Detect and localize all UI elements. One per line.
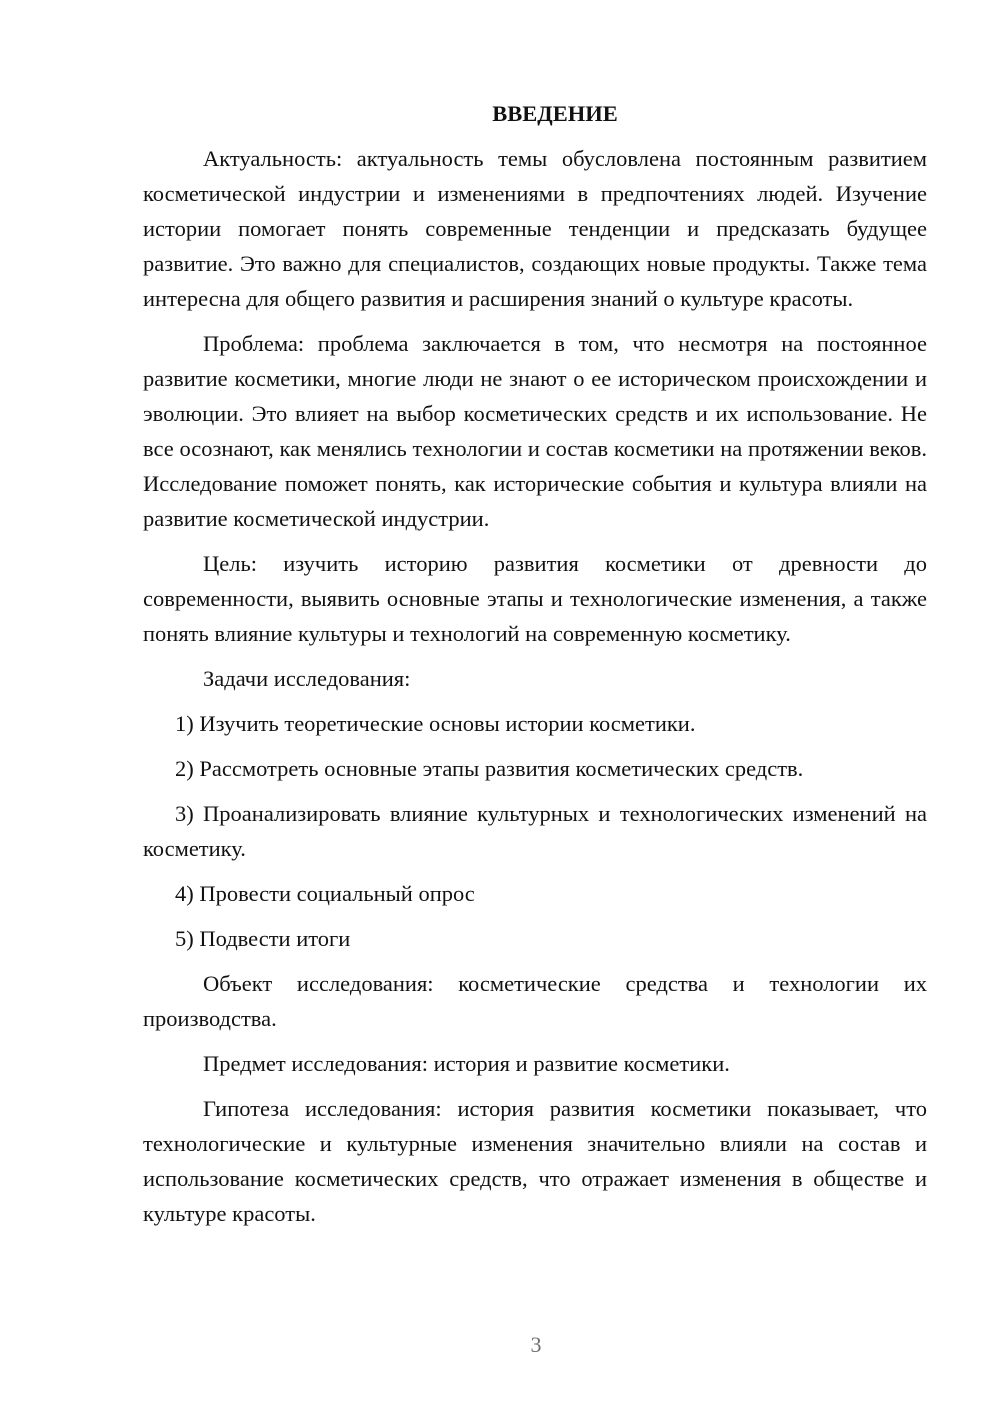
task-item: 5) Подвести итоги bbox=[175, 926, 351, 951]
subject-paragraph: Предмет исследования: история и развитие косметики. bbox=[203, 1051, 730, 1076]
relevance-paragraph: Актуальность: актуальность темы обусловлена постоянным развитием косметической индустрии и изменениями в предпочтениях людей. Изучение истории помогает понять современные тенденции и предсказать будущее развитие. Это важно для специалистов, создающих новые продукты. Также тема интересна для общего развития и расширения знаний о культуре красоты. bbox=[143, 146, 927, 311]
task-item: 2) Рассмотреть основные этапы развития косметических средств. bbox=[175, 756, 804, 781]
page-number: 3 bbox=[530, 1332, 542, 1357]
task-item: 1) Изучить теоретические основы истории косметики. bbox=[175, 711, 696, 736]
page-title: ВВЕДЕНИЕ bbox=[492, 101, 618, 126]
document-page bbox=[143, 96, 927, 1241]
object-paragraph: Объект исследования: косметические средства и технологии их производства. bbox=[143, 971, 927, 1031]
goal-paragraph: Цель: изучить историю развития косметики от древности до современности, выявить основные этапы и технологические изменения, а также понять влияние культуры и технологий на современную косметику. bbox=[143, 551, 927, 646]
hypothesis-paragraph: Гипотеза исследования: история развития косметики показывает, что технологические и культурные изменения значительно влияли на состав и использование косметических средств, что отражает изменения в обществе и культуре красоты. bbox=[143, 1096, 927, 1226]
problem-paragraph: Проблема: проблема заключается в том, что несмотря на постоянное развитие косметики, многие люди не знают о ее историческом происхождении и эволюции. Это влияет на выбор косметических средств и их использование. Не все осознают, как менялись технологии и состав косметики на протяжении веков. Исследование поможет понять, как исторические события и культура влияли на развитие косметической индустрии. bbox=[143, 331, 927, 531]
task-item: 3) Проанализировать влияние культурных и технологических изменений на косметику. bbox=[143, 801, 927, 861]
tasks-heading: Задачи исследования: bbox=[203, 666, 411, 691]
task-item: 4) Провести социальный опрос bbox=[175, 881, 475, 906]
